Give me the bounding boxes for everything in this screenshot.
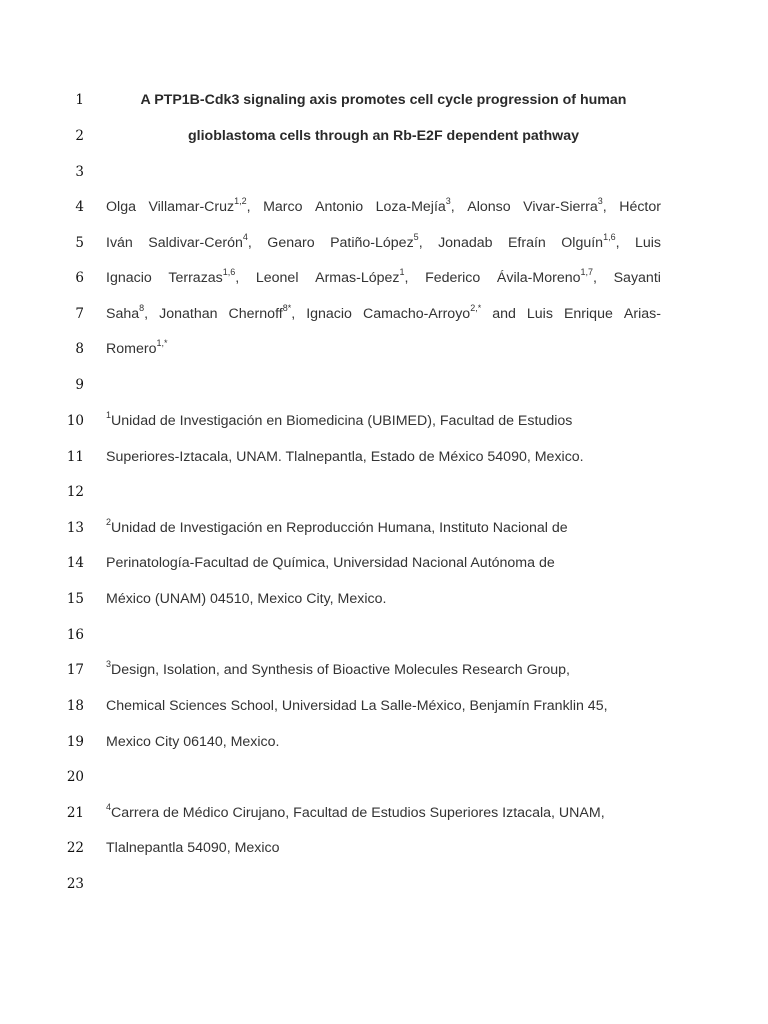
affiliation-text: Unidad de Investigación en Reproducción Humana, Instituto Nacional de	[111, 520, 568, 536]
affiliation-mark: 5	[413, 232, 419, 243]
affiliation-text: Perinatología-Facultad de Química, Universidad Nacional Autónoma de	[106, 555, 555, 571]
affiliation-text: Carrera de Médico Cirujano, Facultad de Estudios Superiores Iztacala, UNAM,	[111, 805, 605, 821]
line-number: 3	[75, 164, 84, 180]
author-line: Iván Saldivar-Cerón$^4$, Genaro Patiño-López$^5$, Jonadab Efraín Olguín$^{1,6}$, Luis	[106, 232, 661, 251]
line-number: 6	[75, 270, 84, 286]
affiliation-mark: 1	[399, 267, 405, 278]
line-number: 16	[66, 627, 84, 643]
line-number: 4	[75, 199, 84, 215]
line-number: 17	[66, 662, 84, 678]
affiliation-mark: 1,6	[603, 232, 616, 243]
line-number: 18	[66, 698, 84, 714]
line-number: 8	[75, 341, 84, 357]
line-number: 14	[66, 555, 84, 571]
line-number: 2	[75, 128, 84, 144]
affiliation-number: 2	[106, 517, 112, 528]
author-line: Olga Villamar-Cruz$^{1,2}$, Marco Antonio Loza-Mejía$^3$, Alonso Vivar-Sierra$^3$, Héctor	[106, 196, 661, 215]
affiliation-text: Tlalnepantla 54090, Mexico	[106, 840, 280, 856]
affiliation-text: Superiores-Iztacala, UNAM. Tlalnepantla, Estado de México 54090, Mexico.	[106, 449, 584, 465]
conjunction: and	[492, 306, 516, 322]
line-number: 13	[66, 520, 84, 536]
affiliation-mark: 1,2	[234, 196, 247, 207]
affiliation-mark: 1,*	[156, 338, 168, 349]
affiliation-mark: 2,*	[470, 303, 482, 314]
affiliation-number: 3	[106, 659, 112, 670]
affiliation-mark: 1,6	[222, 267, 236, 278]
line-number: 19	[66, 734, 84, 750]
affiliation-text: México (UNAM) 04510, Mexico City, Mexico.	[106, 591, 387, 607]
line-number: 11	[66, 449, 84, 465]
line-number: 1	[75, 92, 84, 108]
line-number: 21	[66, 805, 84, 821]
affiliation-text: Unidad de Investigación en Biomedicina (UBIMED), Facultad de Estudios	[111, 413, 573, 429]
affiliation-number: 4	[106, 802, 112, 813]
line-number: 15	[66, 591, 84, 607]
author-line: Saha$^8$, Jonathan Chernoff$^{8*}$, Ignacio Camacho-Arroyo$^{2,*}$ and Luis Enrique Arias-	[106, 303, 661, 322]
affiliation-mark: 3	[445, 196, 451, 207]
line-number: 22	[66, 840, 84, 856]
line-number: 7	[75, 306, 84, 322]
affiliation-mark: 1,7	[580, 267, 594, 278]
affiliation-mark: 8	[139, 303, 145, 314]
line-number: 10	[66, 413, 84, 429]
affiliation-mark: 8*	[282, 303, 292, 314]
affiliation-text: Mexico City 06140, Mexico.	[106, 734, 280, 750]
line-number: 20	[66, 769, 84, 785]
title-line-1: A PTP1B-Cdk3 signaling axis promotes cell cycle progression of human	[140, 92, 627, 108]
affiliation-text: Design, Isolation, and Synthesis of Bioactive Molecules Research Group,	[111, 662, 570, 678]
line-number: 23	[66, 876, 84, 892]
affiliation-text: Chemical Sciences School, Universidad La Salle-México, Benjamín Franklin 45,	[106, 698, 608, 714]
affiliation-mark: 4	[242, 232, 248, 243]
author-name: Villamar-Cruz	[148, 199, 235, 215]
line-number: 9	[75, 377, 84, 393]
affiliation-mark: 3	[597, 196, 603, 207]
author-line: Ignacio Terrazas$^{1,6}$, Leonel Armas-López$^1$, Federico Ávila-Moreno$^{1,7}$, Sayanti	[106, 267, 661, 286]
title-line-2: glioblastoma cells through an Rb-E2F dependent pathway	[188, 128, 579, 144]
author-line: Romero$^{1,*}$	[106, 338, 168, 357]
line-number: 5	[75, 235, 84, 251]
line-number: 12	[66, 484, 84, 500]
affiliation-number: 1	[106, 410, 112, 421]
